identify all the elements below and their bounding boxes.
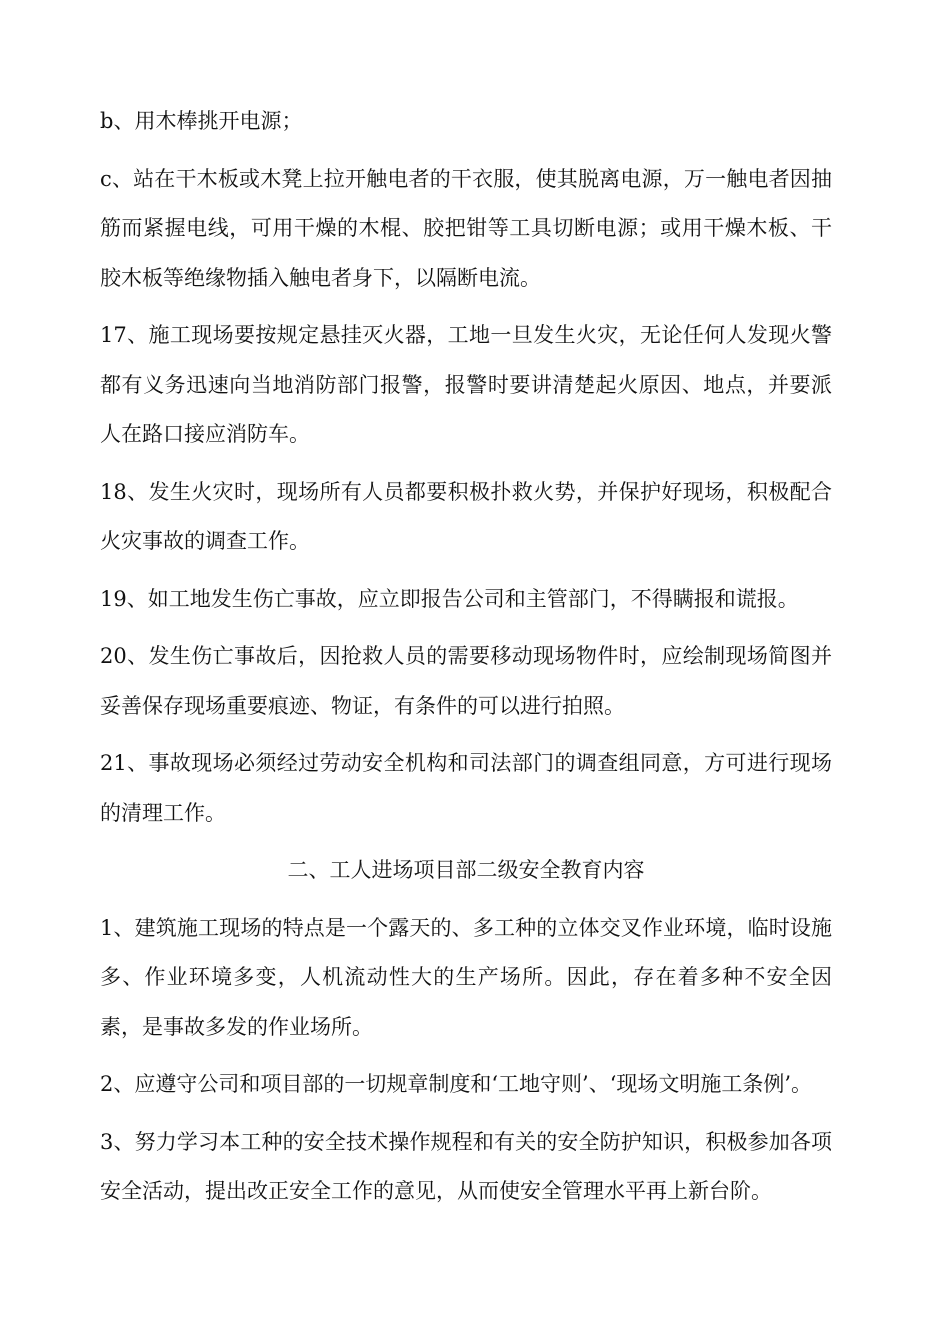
paragraph-21: 21、事故现场必须经过劳动安全机构和司法部门的调查组同意，方可进行现场的清理工作。	[100, 751, 832, 825]
paragraph-c: c、站在干木板或木凳上拉开触电者的干衣服，使其脱离电源，万一触电者因抽筋而紧握电线，可用干燥的木棍、胶把钳等工具切断电源；或用干燥木板、干胶木板等绝缘物插入触电者身下，以隔断电流。	[100, 166, 832, 290]
paragraph-1: 1、建筑施工现场的特点是一个露天的、多工种的立体交叉作业环境，临时设施多、作业环境多变，人机流动性大的生产场所。因此，存在着多种不安全因素，是事故多发的作业场所。	[100, 915, 832, 1039]
paragraph-b: b、用木棒挑开电源；	[100, 109, 303, 133]
paragraph-3: 3、努力学习本工种的安全技术操作规程和有关的安全防护知识，积极参加各项安全活动，提出改正安全工作的意见，从而使安全管理水平再上新台阶。	[100, 1129, 832, 1203]
paragraph-19: 19、如工地发生伤亡事故，应立即报告公司和主管部门，不得瞒报和谎报。	[100, 586, 799, 611]
paragraph-2: 2、应遵守公司和项目部的一切规章制度和‘工地守则’、‘现场文明施工条例’。	[100, 1072, 813, 1096]
paragraph-20: 20、发生伤亡事故后，因抢救人员的需要移动现场物件时，应绘制现场简图并妥善保存现场重要痕迹、物证，有条件的可以进行拍照。	[100, 644, 832, 718]
paragraph-17: 17、施工现场要按规定悬挂灭火器，工地一旦发生火灾，无论任何人发现火警都有义务迅速向当地消防部门报警，报警时要讲清楚起火原因、地点，并要派人在路口接应消防车。	[100, 323, 832, 446]
document-body	[100, 97, 832, 1225]
section-heading: 二、工人进场项目部二级安全教育内容	[287, 858, 645, 882]
paragraph-18: 18、发生火灾时，现场所有人员都要积极扑救火势，并保护好现场，积极配合火灾事故的调查工作。	[100, 479, 832, 553]
